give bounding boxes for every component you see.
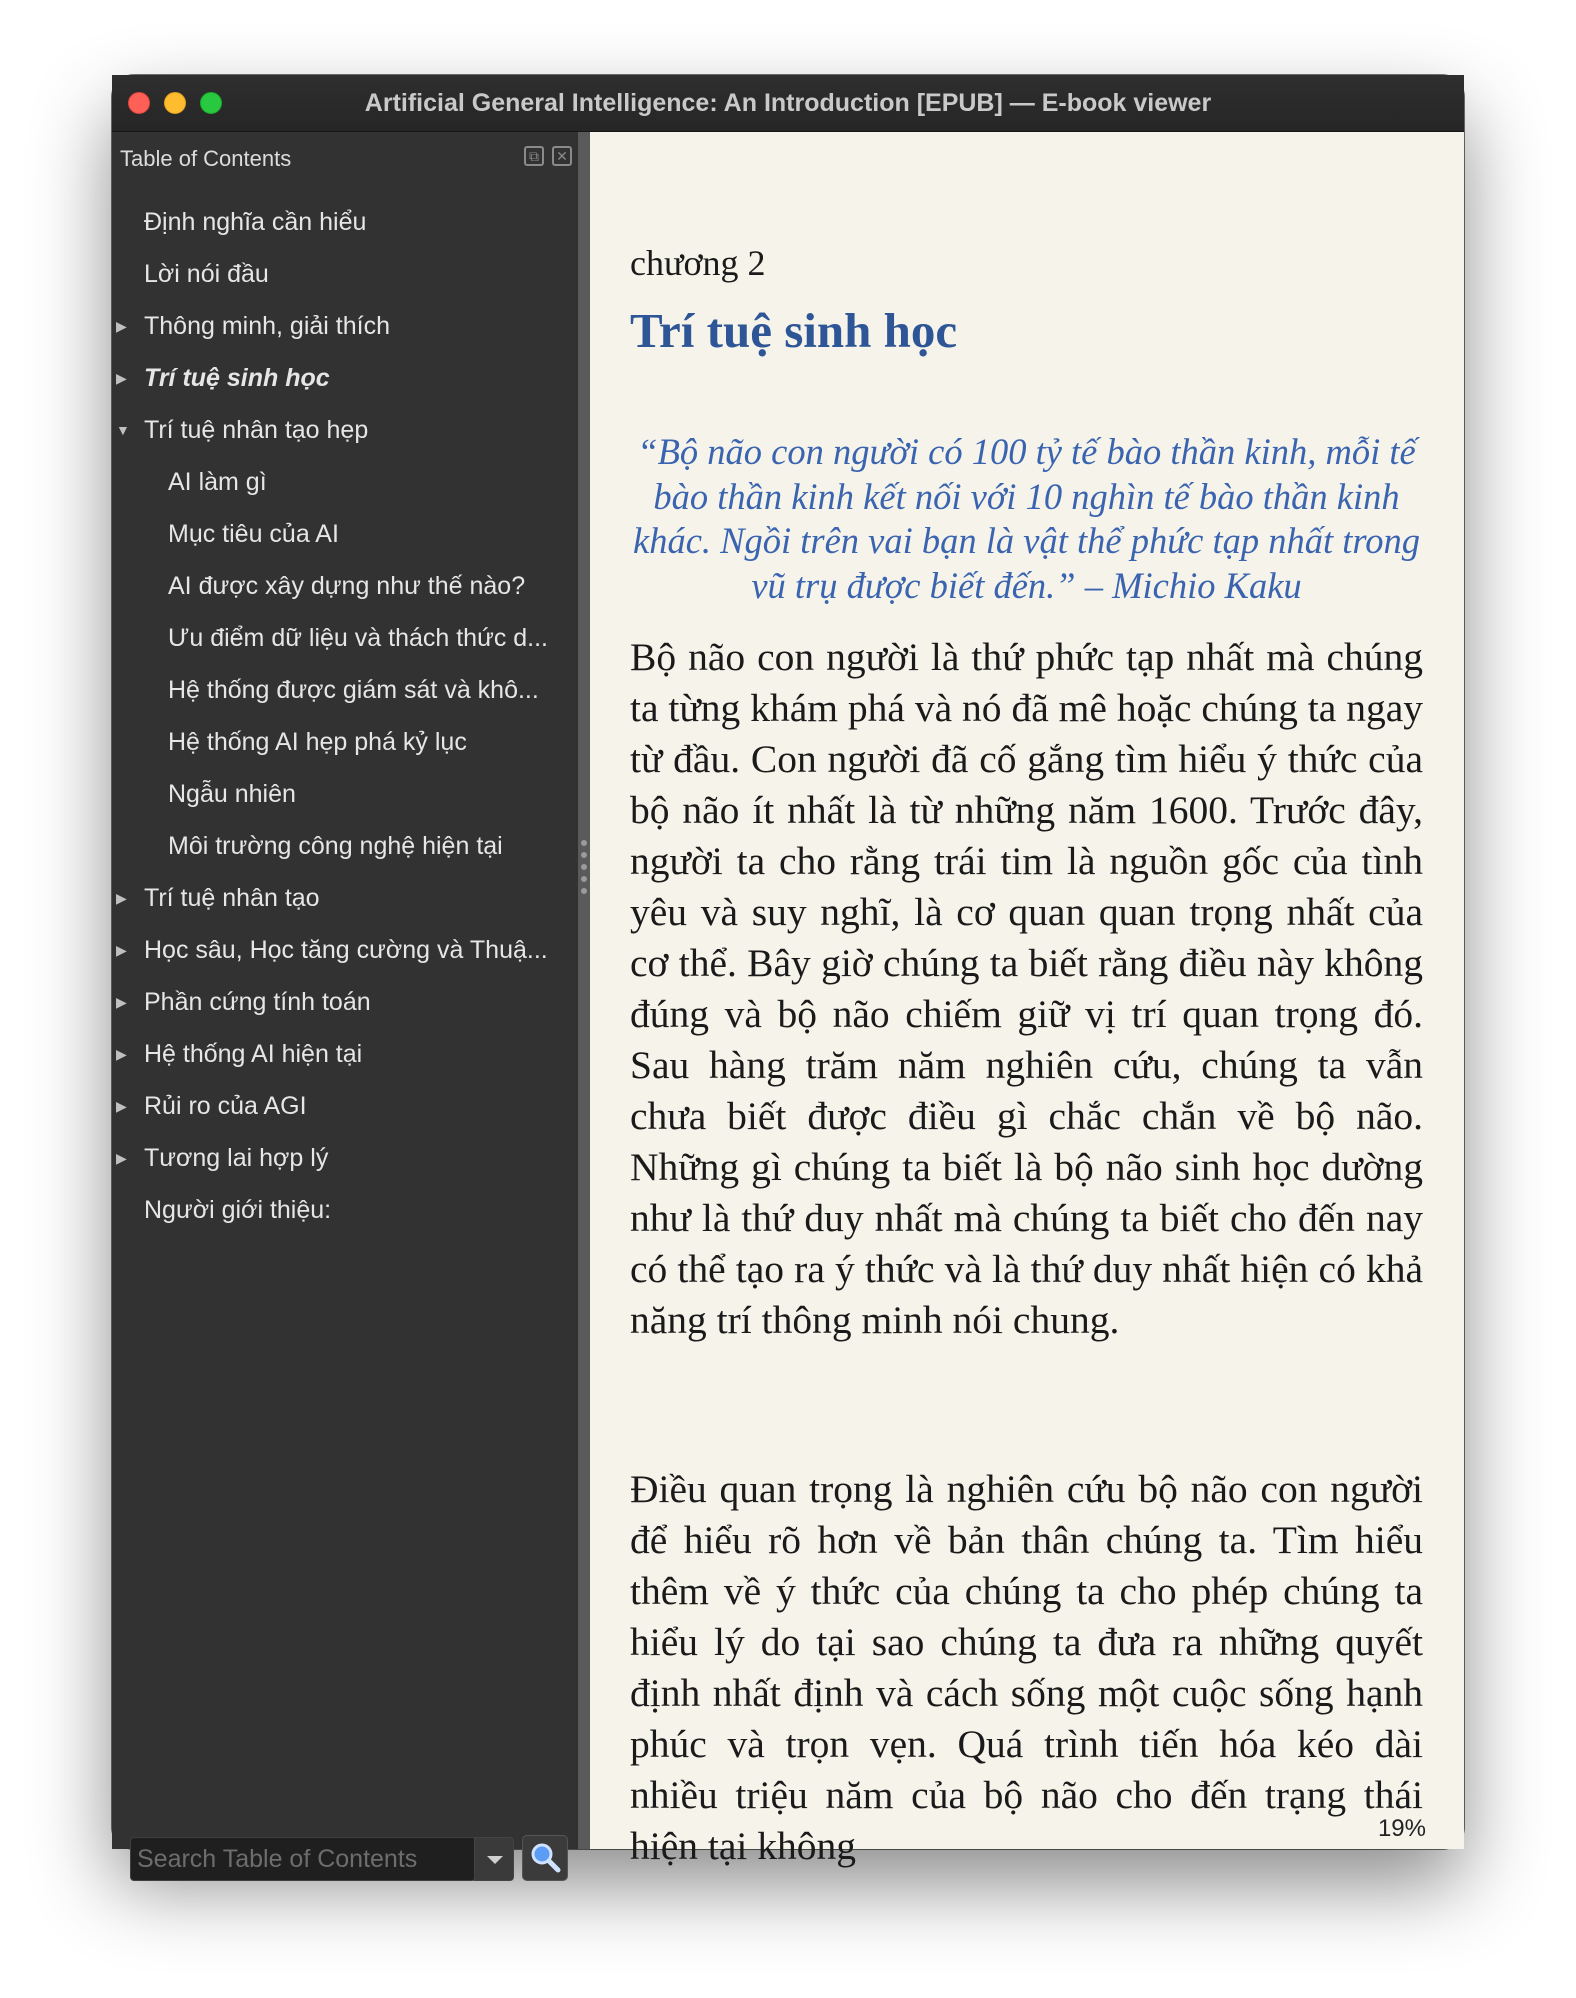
close-panel-icon[interactable]: ✕ xyxy=(552,146,572,166)
expand-right-arrow-icon[interactable]: ▶ xyxy=(116,1098,127,1114)
minimize-window-button[interactable] xyxy=(164,92,186,114)
search-icon xyxy=(523,1836,567,1880)
chapter-title: Trí tuệ sinh học xyxy=(630,303,958,358)
toc-item-label: Định nghĩa cần hiểu xyxy=(144,208,367,236)
toc-item-label: Lời nói đầu xyxy=(144,260,269,288)
toc-item-label: Ưu điểm dữ liệu và thách thức d... xyxy=(168,624,549,652)
toc-item[interactable] xyxy=(112,1184,578,1236)
toc-item[interactable] xyxy=(112,352,578,404)
close-window-button[interactable] xyxy=(128,92,150,114)
toc-item-label: Ngẫu nhiên xyxy=(168,780,296,808)
toc-item-label: Học sâu, Học tăng cường và Thuậ... xyxy=(144,936,548,964)
toc-item[interactable] xyxy=(112,456,578,508)
toc-item[interactable] xyxy=(112,664,578,716)
splitter-grip-dot xyxy=(581,876,587,882)
toc-item-label: AI được xây dựng như thế nào? xyxy=(168,572,526,600)
splitter-grip-dot xyxy=(581,852,587,858)
float-panel-icon[interactable]: ⧉ xyxy=(524,146,544,166)
search-history-dropdown[interactable] xyxy=(474,1837,514,1881)
toc-item-label: Trí tuệ nhân tạo hẹp xyxy=(144,416,369,444)
body-paragraph: Điều quan trọng là nghiên cứu bộ não con người để hiểu rõ hơn về bản thân chúng ta. Tìm hiểu thêm về ý thức của chúng ta cho phép chúng ta hiểu lý do tại sao chúng ta đưa ra những quyết định nhất định và cách sống một cuộc sống hạnh phúc và trọn vẹn. Quá trình tiến hóa kéo dài nhiều triệu năm của bộ não cho đến trạng thái hiện tại không xyxy=(630,1467,1423,1868)
title-bar xyxy=(112,75,1464,132)
expand-right-arrow-icon[interactable]: ▶ xyxy=(116,1046,127,1062)
window-title: Artificial General Intelligence: An Introduction [EPUB] — E-book viewer xyxy=(364,89,1212,117)
toc-item-label: Hệ thống AI hẹp phá kỷ lục xyxy=(168,728,467,756)
toc-item-label: Rủi ro của AGI xyxy=(144,1092,307,1120)
toc-item[interactable] xyxy=(112,196,578,248)
toc-item-label: Tương lai hợp lý xyxy=(144,1144,329,1172)
toc-item[interactable] xyxy=(112,768,578,820)
reading-progress: 19% xyxy=(1377,1815,1426,1842)
toc-item-label: Hệ thống AI hiện tại xyxy=(144,1040,363,1068)
toc-list xyxy=(112,196,578,1236)
toc-item-label: Mục tiêu của AI xyxy=(168,520,339,548)
toc-item-label: Môi trường công nghệ hiện tại xyxy=(168,832,503,860)
toc-item-label: Hệ thống được giám sát và khô... xyxy=(168,676,539,704)
epigraph-quote: “Bộ não con người có 100 tỷ tế bào thần kinh, mỗi tế bào thần kinh kết nối với 10 nghìn tế bào thần kinh khác. Ngồi trên vai bạn là vật thể phức tạp nhất trong vũ trụ được biết đến.” – Michio Kaku xyxy=(633,431,1420,606)
toc-item[interactable] xyxy=(112,924,578,976)
expand-right-arrow-icon[interactable]: ▶ xyxy=(116,1150,127,1166)
chapter-label: chương 2 xyxy=(630,243,766,283)
toc-item[interactable] xyxy=(112,872,578,924)
body-paragraph: Bộ não con người là thứ phức tạp nhất mà chúng ta từng khám phá và nó đã mê hoặc chúng ta ngay từ đầu. Con người đã cố gắng tìm hiểu ý thức của bộ não ít nhất là từ những năm 1600. Trước đây, người ta cho rằng trái tim là nguồn gốc của tình yêu và suy nghĩ, là cơ quan quan trọng nhất của cơ thể. Bây giờ chúng ta biết rằng điều này không đúng và bộ não chiếm giữ vị trí quan trọng đó. Sau hàng trăm năm nghiên cứu, chúng ta vẫn chưa biết được điều gì chắc chắn về bộ não. Những gì chúng ta biết là bộ não sinh học dường như là thứ duy nhất mà chúng ta biết cho đến nay có thể tạo ra ý thức và là thứ duy nhất hiện có khả năng trí thông minh nói chung. xyxy=(630,635,1423,1342)
toc-item[interactable] xyxy=(112,1080,578,1132)
toc-item-label: AI làm gì xyxy=(168,468,267,496)
zoom-window-button[interactable] xyxy=(200,92,222,114)
toc-item-label: Phần cứng tính toán xyxy=(144,988,371,1016)
expand-right-arrow-icon[interactable]: ▶ xyxy=(116,318,127,334)
panel-splitter[interactable] xyxy=(578,132,590,1849)
toc-item[interactable] xyxy=(112,248,578,300)
search-button[interactable] xyxy=(522,1835,568,1881)
splitter-grip-dot xyxy=(581,888,587,894)
toc-item[interactable] xyxy=(112,1132,578,1184)
toc-item[interactable] xyxy=(112,820,578,872)
toc-item[interactable] xyxy=(112,716,578,768)
expand-right-arrow-icon[interactable]: ▶ xyxy=(116,890,127,906)
toc-item[interactable] xyxy=(112,976,578,1028)
expand-right-arrow-icon[interactable]: ▶ xyxy=(116,942,127,958)
expand-down-arrow-icon[interactable]: ▼ xyxy=(116,422,130,438)
splitter-grip-dot xyxy=(581,840,587,846)
toc-item-label: Trí tuệ sinh học xyxy=(144,364,330,392)
toc-item-label: Thông minh, giải thích xyxy=(144,312,390,340)
toc-item[interactable] xyxy=(112,612,578,664)
expand-right-arrow-icon[interactable]: ▶ xyxy=(116,994,127,1010)
toc-item-label: Người giới thiệu: xyxy=(144,1196,332,1224)
toc-search-input[interactable]: Search Table of Contents xyxy=(130,1837,476,1881)
toc-item[interactable] xyxy=(112,560,578,612)
book-content[interactable] xyxy=(590,132,1464,1868)
splitter-grip-dot xyxy=(581,864,587,870)
toc-item[interactable] xyxy=(112,300,578,352)
toc-item-label: Trí tuệ nhân tạo xyxy=(144,884,320,912)
expand-right-arrow-icon[interactable]: ▶ xyxy=(116,370,127,386)
toc-item[interactable] xyxy=(112,1028,578,1080)
toc-item[interactable] xyxy=(112,508,578,560)
toc-panel-title: Table of Contents xyxy=(120,146,292,171)
toc-item[interactable] xyxy=(112,404,578,456)
toc-panel xyxy=(112,132,578,1873)
ebook-viewer-window xyxy=(112,75,1464,1873)
